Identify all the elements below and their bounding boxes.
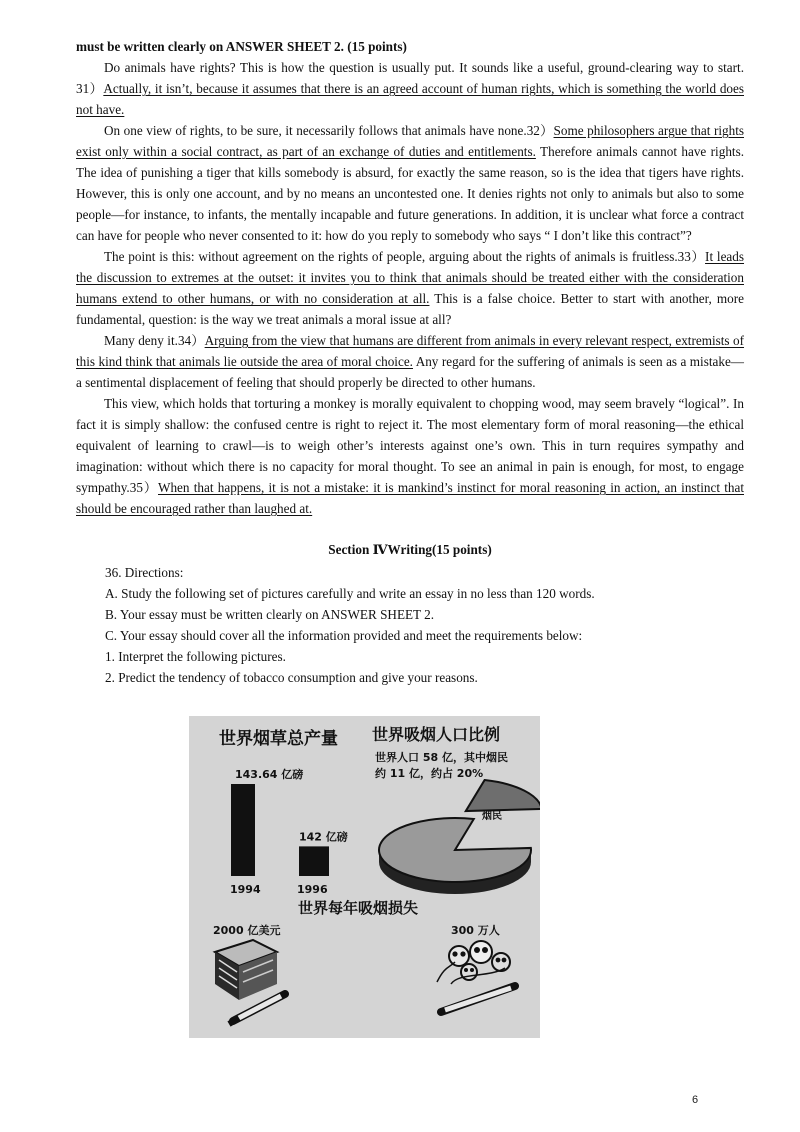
bar-value-label-1994: 143.64 亿磅 (235, 768, 304, 781)
bar-chart (230, 767, 348, 896)
underlined-sentence-31: Actually, it isn’t, because it assumes that there is an agreed account of human rights, which is something the world does not have. (76, 81, 744, 117)
infographic-canvas (189, 716, 540, 1038)
right-chart-note-line1: 世界人口 58 亿，其中烟民 (375, 751, 508, 764)
bar-category-1996: 1996 (297, 883, 328, 896)
section-title: Section ⅣWriting(15 points) (328, 542, 492, 557)
bar-1994 (231, 784, 255, 876)
marker-33: 33） (677, 249, 706, 264)
document-page (76, 36, 744, 688)
directions-line: C. Your essay should cover all the information provided and meet the requirements below: (105, 628, 583, 643)
paragraph-5-intro: This view, which holds that torturing a monkey is morally equivalent to chopping wood, may seem bravely “logical”. In fact it is simply shallow: the confused centre is right to reject it. The most elementary form of moral reasoning—the ethical equivalent of learning to crawl—is to weigh other’s interests against one’s own. This in turn requires sympathy and imagination: without which there is no capacity for moral thought. To see an animal in pain is enough, for most, to engage sympathy. (76, 396, 744, 495)
pie-smokers-label: 烟民 (482, 811, 502, 822)
directions-line: A. Study the following set of pictures carefully and write an essay in no less than 120 words. (105, 586, 595, 601)
paragraph-2-rest: Therefore animals cannot have rights. The idea of punishing a tiger that kills somebody is absurd, for exactly the same reason, so is the idea that tigers have rights. However, this is only one account, and by no means an uncontested one. It denies rights not only to animals but also to some people—for instance, to infants, the mentally incapable and future generations. In addition, it is unclear what force a contract can have for people who never consented to it: how do you reply to somebody who says “ I don’t like this contract”? (76, 144, 745, 243)
paragraph-2 (76, 120, 744, 246)
right-chart-title: 世界吸烟人口比例 (372, 725, 501, 744)
marker-31: 31） (76, 81, 104, 96)
marker-32: 32） (526, 123, 554, 138)
tobacco-infographic (189, 716, 540, 1038)
paragraph-2-intro: On one view of rights, to be sure, it necessarily follows that animals have none. (104, 123, 527, 138)
money-loss-label: 2000 亿美元 (213, 924, 281, 937)
paragraph-4-rest: Any regard for the suffering of animals is seen as a mistake—a sentimental displacement of feeling that should properly be directed to other humans. (76, 354, 744, 390)
skulls-icon (437, 941, 510, 984)
paragraph-3-rest: This is a false choice. Better to start with another, more fundamental, question: is the way we treat animals a moral issue at all? (76, 291, 744, 327)
bar-1996 (299, 846, 329, 876)
marker-34: 34） (177, 333, 205, 348)
directions-line: B. Your essay must be written clearly on ANSWER SHEET 2. (105, 607, 435, 622)
paragraph-4-intro: Many deny it. (104, 333, 178, 348)
underlined-sentence-35: When that happens, it is not a mistake: it is mankind’s instinct for moral reasoning in action, an instinct that should be encouraged rather than laughed at. (76, 480, 744, 516)
paragraph-1 (76, 57, 744, 120)
left-chart-title: 世界烟草总产量 (219, 729, 338, 749)
underlined-sentence-34: Arguing from the view that humans are different from animals in every relevant respect, extremists of this kind think that animals lie outside the area of moral choice. (76, 333, 745, 369)
marker-35: 35） (129, 480, 158, 495)
deaths-loss-label: 300 万人 (451, 924, 500, 937)
pie-slice-smokers (466, 780, 540, 811)
underlined-sentence-32: Some philosophers argue that rights exist only within a social contract, as part of an exchange of duties and entitlements. (76, 123, 744, 159)
directions-line: 1. Interpret the following pictures. (105, 649, 286, 664)
pie-chart (379, 780, 540, 894)
instruction-heading: must be written clearly on ANSWER SHEET 2. (15 points) (76, 39, 407, 54)
underlined-sentence-33: It leads the discussion to extremes at the outset: it invites you to think that animals should be treated either with the consideration humans extend to other humans, or with no consideration at all. (76, 249, 745, 306)
paragraph-5 (76, 393, 744, 519)
money-stack-icon (215, 940, 277, 1000)
bar-value-label-1996: 142 亿磅 (299, 830, 348, 844)
bottom-title: 世界每年吸烟损失 (298, 899, 419, 917)
directions-line: 36. Directions: (105, 565, 184, 580)
paragraph-1-text: Do animals have rights? This is how the question is usually put. It sounds like a useful, ground-clearing way to start. (104, 60, 744, 75)
paragraph-4 (76, 330, 744, 393)
page-number: 6 (692, 1094, 699, 1106)
directions-line: 2. Predict the tendency of tobacco consumption and give your reasons. (105, 670, 478, 685)
cigarette-icon (441, 986, 515, 1012)
pie-slice-non-smokers (379, 818, 531, 882)
paragraph-3 (76, 246, 744, 330)
right-chart-note-line2: 约 11 亿，约占 20% (375, 767, 484, 780)
bar-category-1994: 1994 (230, 883, 261, 896)
paragraph-3-intro: The point is this: without agreement on the rights of people, arguing about the rights of animals is fruitless. (104, 249, 678, 264)
